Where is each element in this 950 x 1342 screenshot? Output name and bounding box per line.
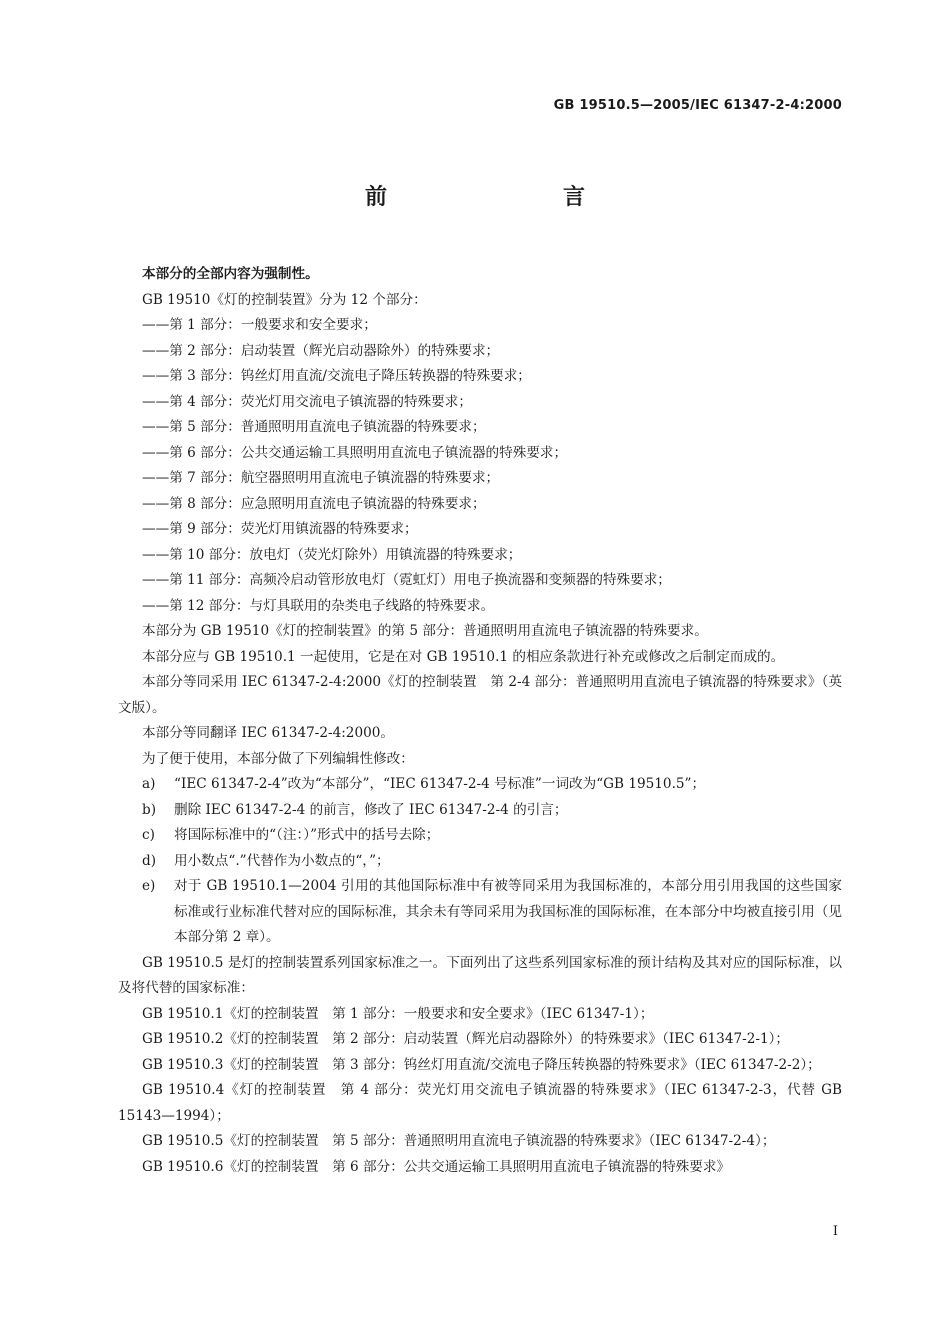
reference-item: GB 19510.5《灯的控制装置 第 5 部分：普通照明用直流电子镇流器的特殊要求》（IEC 61347-2-4）； (142, 1133, 776, 1149)
edit-text: 删除 IEC 61347-2-4 的前言，修改了 IEC 61347-2-4 的引言； (174, 801, 568, 818)
part-item: ——第 5 部分：普通照明用直流电子镇流器的特殊要求； (142, 419, 486, 435)
edit-marker: e) (142, 878, 156, 894)
edit-text: 将国际标准中的“（注：）”形式中的括号去除； (174, 827, 440, 843)
part-item: ——第 2 部分：启动装置（辉光启动器除外）的特殊要求； (142, 342, 500, 359)
series-intro: GB 19510《灯的控制装置》分为 12 个部分： (142, 291, 427, 308)
edit-marker: c) (142, 827, 155, 843)
edit-marker: b) (142, 801, 157, 818)
reference-item: GB 19510.4《灯的控制装置 第 4 部分：荧光灯用交流电子镇流器的特殊要求》（IEC 61347-2-3，代替 GB 15143—1994）； (118, 1082, 842, 1124)
edit-text: 对于 GB 19510.1—2004 引用的其他国际标准中有被等同采用为我国标准的，本部分用引用我国的这些国家标准或行业标准代替对应的国际标准，其余未有等同采用为我国标准的国际标准，在本部分中均被直接引用（见本部分第 2 章）。 (174, 878, 842, 945)
standard-code-header: GB 19510.5—2005/IEC 61347-2-4:2000 (553, 98, 842, 113)
part-item: ——第 1 部分：一般要求和安全要求； (142, 317, 377, 333)
paragraph-edits-intro: 为了便于使用，本部分做了下列编辑性修改： (142, 750, 414, 767)
paragraph-adoption: 本部分等同采用 IEC 61347-2-4:2000《灯的控制装置 第 2-4 部分：普通照明用直流电子镇流器的特殊要求》（英文版）。 (118, 674, 842, 716)
edit-marker: d) (142, 852, 157, 869)
edit-text: 用小数点“.”代替作为小数点的“，”； (174, 852, 390, 869)
edit-marker: a) (142, 776, 156, 792)
part-item: ——第 10 部分：放电灯（荧光灯除外）用镇流器的特殊要求； (142, 546, 522, 563)
edits-list (118, 772, 842, 951)
page-title: 前 言 (364, 185, 629, 210)
reference-item: GB 19510.3《灯的控制装置 第 3 部分：钨丝灯用直流/交流电子降压转换器的特殊要求》（IEC 61347-2-2）； (142, 1056, 821, 1073)
reference-item: GB 19510.6《灯的控制装置 第 6 部分：公共交通运输工具照明用直流电子镇流器的特殊要求》 (142, 1158, 731, 1175)
edit-item (118, 798, 842, 824)
edit-item (118, 874, 842, 951)
part-item: ——第 6 部分：公共交通运输工具照明用直流电子镇流器的特殊要求； (142, 444, 568, 461)
document-body (118, 262, 842, 1180)
part-item: ——第 7 部分：航空器照明用直流电子镇流器的特殊要求； (142, 470, 500, 486)
part-item: ——第 3 部分：钨丝灯用直流/交流电子降压转换器的特殊要求； (142, 368, 531, 384)
part-item: ——第 11 部分：高频冷启动管形放电灯（霓虹灯）用电子换流器和变频器的特殊要求； (142, 572, 671, 588)
paragraph-part-scope: 本部分为 GB 19510《灯的控制装置》的第 5 部分：普通照明用直流电子镇流器的特殊要求。 (142, 623, 708, 639)
paragraph-translation: 本部分等同翻译 IEC 61347-2-4:2000。 (142, 725, 394, 741)
part-item: ——第 12 部分：与灯具联用的杂类电子线路的特殊要求。 (142, 597, 495, 614)
edit-item (118, 823, 842, 849)
edit-item (118, 849, 842, 875)
page-number: I (832, 1224, 838, 1239)
edit-item (118, 772, 842, 798)
reference-item: GB 19510.2《灯的控制装置 第 2 部分：启动装置（辉光启动器除外）的特殊要求》（IEC 61347-2-1）； (142, 1031, 790, 1047)
paragraph-usage: 本部分应与 GB 19510.1 一起使用，它是在对 GB 19510.1 的相应条款进行补充或修改之后制定而成的。 (142, 648, 785, 665)
references-list (118, 1002, 842, 1181)
reference-item: GB 19510.1《灯的控制装置 第 1 部分：一般要求和安全要求》（IEC 61347-1）； (142, 1005, 654, 1022)
mandatory-statement: 本部分的全部内容为强制性。 (142, 266, 319, 282)
parts-list (118, 313, 842, 619)
part-item: ——第 9 部分：荧光灯用镇流器的特殊要求； (142, 521, 418, 537)
part-item: ——第 8 部分：应急照明用直流电子镇流器的特殊要求； (142, 495, 486, 512)
series-note: GB 19510.5 是灯的控制装置系列国家标准之一。下面列出了这些系列国家标准的预计结构及其对应的国际标准，以及将代替的国家标准： (118, 954, 842, 996)
part-item: ——第 4 部分：荧光灯用交流电子镇流器的特殊要求； (142, 393, 472, 410)
edit-text: “IEC 61347-2-4”改为“本部分”，“IEC 61347-2-4 号标准”一词改为“GB 19510.5”； (174, 776, 706, 792)
